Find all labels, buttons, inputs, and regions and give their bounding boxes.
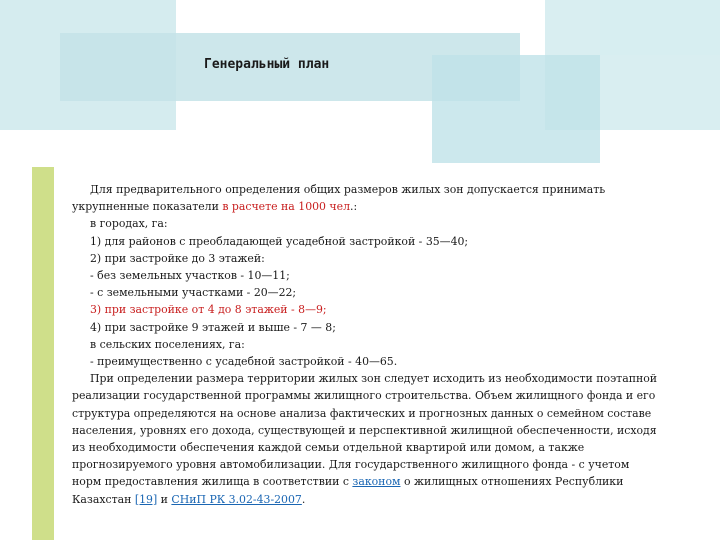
intro-paragraph	[72, 181, 660, 215]
list-item-2b: - с земельными участками - 20—22;	[90, 286, 297, 300]
intro-text: Для предварительного определения общих размеров жилых зон допускается принимать укрупненные показатели	[72, 183, 606, 214]
list-item-4: 4) при застройке 9 этажей и выше - 7 — 8;	[90, 320, 336, 334]
law-link[interactable]: законом	[352, 475, 401, 489]
housing-text-mid: о жилищных отношениях Республики Казахстан	[72, 475, 624, 506]
list-item-2: 2) при застройке до 3 этажей:	[90, 251, 265, 265]
body-text	[72, 181, 660, 508]
housing-text: При определении размера территории жилых зон следует исходить из необходимости поэтапной реализации государственной программы жилищного строительства. Объем жилищного фонда и его структура определяются на основе анализа фактических и прогнозных данных о семейном составе населения, уровнях его дохода, существующей и перспективной жилищной обеспеченности, исходя из необходимости обеспечения каждой семьи отдельной квартирой или домом, а также прогнозируемого уровня автомобилизации. Для государственного жилищного фонда - с учетом норм предоставления жилища в соответствии с	[72, 372, 658, 489]
rural-item: - преимущественно с усадебной застройкой - 40—65.	[90, 355, 398, 369]
reference-link[interactable]: [19]	[134, 492, 158, 506]
intro-text-end: .:	[350, 200, 358, 214]
housing-text-and: и	[157, 492, 172, 506]
housing-paragraph	[72, 370, 660, 508]
highlight-per-1000: в расчете на 1000 чел	[222, 200, 351, 214]
list-item-3: 3) при застройке от 4 до 8 этажей - 8—9;	[90, 303, 327, 317]
list-item-1: 1) для районов с преобладающей усадебной застройкой - 35—40;	[90, 234, 469, 248]
accent-bar	[32, 167, 54, 540]
rural-heading: в сельских поселениях, га:	[90, 337, 245, 351]
snip-link[interactable]: СНиП РК 3.02-43-2007	[171, 492, 302, 506]
decor-square-center-right	[432, 55, 600, 163]
list-item-2a: - без земельных участков - 10—11;	[90, 269, 290, 283]
cities-heading: в городах, га:	[90, 217, 168, 231]
page-title: Генеральный план	[204, 57, 330, 72]
housing-text-end: .	[301, 492, 306, 506]
